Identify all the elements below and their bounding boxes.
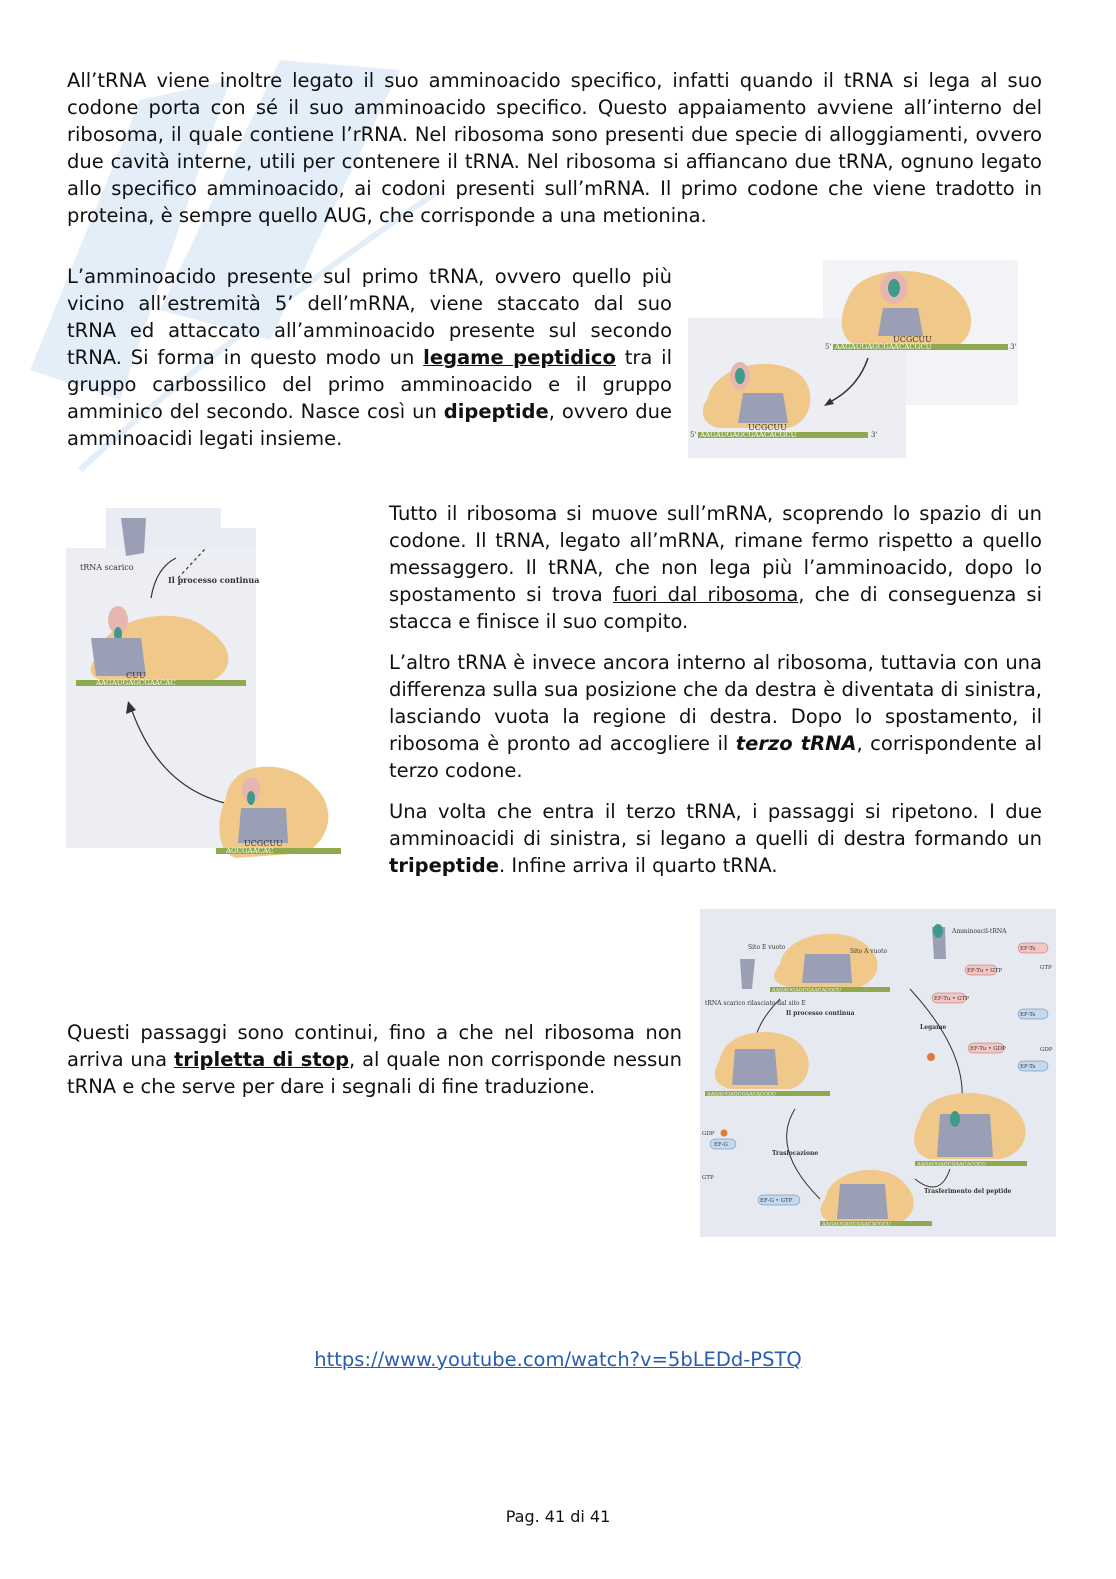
figure3-mrna-2: AAGAUGAGCGAACACGCU: [707, 1091, 776, 1098]
ribosome-movement-paragraph: [389, 500, 1042, 635]
third-trna-paragraph: [389, 649, 1042, 784]
movement-text-a: Tutto il ribosoma si muove sull’mRNA, scoprendo lo spazio di un codone. Il tRNA, legato all’mRNA, rimane fermo rispetto a quello messaggero. Il tRNA, che non lega più l’amminoacido, dopo lo spostamento si trova: [389, 502, 1042, 606]
stop-text-c: , al quale non corrisponde nessun tRNA e che serve per dare i segnali di fine traduzione.: [67, 1048, 682, 1098]
peptide-bond-paragraph: [67, 263, 672, 452]
figure1-5prime-top: 5': [825, 343, 832, 351]
elongation-cycle-figure: [700, 909, 1056, 1237]
peptide-text-c: tra il gruppo carbossilico del primo amminoacido e il gruppo amminico del secondo. Nasce così un: [67, 346, 672, 423]
figure3-mrna-3: AAGAUGAGCGAACACGCU: [917, 1161, 986, 1168]
third-trna-text-c: , corrispondente al terzo codone.: [389, 732, 1042, 782]
phosphate-2: [721, 1130, 728, 1137]
figure1-anticodon-top: UCGCUU: [893, 335, 932, 344]
peptide-bond-term: legame peptidico: [423, 346, 616, 369]
label-process-continues: Il processo continua: [786, 1010, 855, 1017]
trna-top-2: [878, 308, 923, 336]
stop-triplet-term: tripletta di stop: [173, 1048, 350, 1071]
label-gdp-2: GDP: [702, 1131, 715, 1137]
figure2-label-process: Il processo continua: [168, 575, 260, 585]
label-gtp-2: GTP: [702, 1175, 714, 1181]
youtube-link[interactable]: https://www.youtube.com/watch?v=5bLEDd-PSTQ: [314, 1348, 802, 1371]
figure2-anticodon-bottom: UCGCUU: [244, 839, 283, 848]
label-translocation: Traslocazione: [772, 1150, 819, 1157]
trna-4: [837, 1184, 888, 1219]
tripeptide-text-a: Una volta che entra il terzo tRNA, i passaggi si ripetono. I due amminoacidi di sinistra, si legano a quelli di destra formando un: [389, 800, 1042, 850]
figure1-mrna-bottom: AAGAUGAGCGAACACGCU: [700, 431, 797, 439]
third-trna-text-a: L’altro tRNA è invece ancora interno al ribosoma, tuttavia con una differenza sulla sua posizione che da destra è diventata di sinistra, lasciando vuota la regione di destra. Dopo lo spostamento, il ribosoma è pronto ad accogliere il: [389, 651, 1042, 755]
figure3-mrna-4: AAGAUGAGCGAACACGCU: [822, 1221, 891, 1228]
label-site-e: Sito E vuoto: [748, 944, 786, 951]
tripeptide-paragraph: [389, 798, 1042, 879]
trna-2: [732, 1049, 778, 1085]
phosphate-1: [927, 1053, 935, 1061]
amino-acid-top: [888, 279, 900, 297]
label-ef-tu-gdp: EF-Tu • GDP: [970, 1046, 1006, 1052]
label-ef-g-gtp: EF-G • GTP: [760, 1198, 793, 1204]
outside-ribosome-term: fuori dal ribosoma: [612, 583, 799, 606]
figure1-mrna-top: AAGAUGAGCGAACACGCU: [835, 343, 932, 351]
trna-1: [802, 954, 852, 983]
trna-bottom-2: [738, 393, 788, 423]
label-gdp: GDP: [1040, 1047, 1053, 1053]
figure3-mrna-1: AAGAUGAGCGAACACGCU: [772, 987, 841, 994]
amino-acid-3: [933, 924, 943, 938]
stop-codon-paragraph: [67, 1019, 682, 1100]
stop-text-a: Questi passaggi sono continui, fino a che nel ribosoma non arriva una: [67, 1021, 682, 1071]
figure1-3prime-top: 3': [1010, 343, 1017, 351]
figure1-5prime-bottom: 5': [690, 431, 697, 439]
tripeptide-term: tripeptide: [389, 854, 499, 877]
tripeptide-text-c: . Infine arriva il quarto tRNA.: [498, 854, 778, 877]
label-peptide-transfer: Trasferimento del peptide: [924, 1188, 1012, 1195]
label-ef-tu-gtp-2: EF-Tu • GTP: [934, 996, 969, 1002]
label-binding: Legame: [920, 1024, 947, 1031]
figure1-anticodon-bottom: UCGCUU: [748, 423, 787, 432]
figure1-3prime-bottom: 3': [871, 431, 878, 439]
amino-acid-bottom: [735, 368, 745, 384]
peptide-text-a: L’amminoacido presente sul primo tRNA, ovvero quello più vicino all’estremità 5’ dell’mRNA, viene staccato dal suo tRNA ed attaccato all’amminoacido presente sul secondo tRNA. Si forma in questo modo un: [67, 265, 672, 369]
figure2-mrna-mid: AAGAUGAGCGAACAC: [96, 679, 176, 687]
dipeptide-term: dipeptide: [443, 400, 549, 423]
intro-paragraph: [67, 67, 1042, 229]
label-ef-ts-2: EF-Ts: [1020, 1012, 1036, 1018]
trna-bottom-b: [238, 808, 288, 843]
video-link-container: [0, 1348, 1116, 1371]
label-gtp: GTP: [1040, 965, 1052, 971]
label-ef-tu-gtp: EF-Tu • GTP: [967, 968, 1002, 974]
peptide-text-e: , ovvero due amminoacidi legati insieme.: [67, 400, 672, 450]
label-aminoacyl-trna: Amminoacil-tRNA: [952, 928, 1007, 935]
figure2-mrna-bottom: AGCGAACAC: [226, 847, 274, 855]
label-ef-ts-3: EF-Ts: [1020, 1064, 1036, 1070]
intro-text: All’tRNA viene inoltre legato il suo amminoacido specifico, infatti quando il tRNA si lega al suo codone porta con sé il suo amminoacido specifico. Questo appaiamento avviene all’interno del ribosoma, il quale contiene l’rRNA. Nel ribosoma sono presenti due specie di alloggiamenti, ovvero due cavità interne, utili per contenere il tRNA. Nel ribosoma si affiancano due tRNA, ognuno legato allo specifico amminoacido, ai codoni presenti sull’mRNA. Il primo codone che viene tradotto in proteina, è sempre quello AUG, che corrisponde a una metionina.: [67, 69, 1042, 227]
amino-acid-bottom-2: [247, 791, 255, 805]
label-ef-ts: EF-Ts: [1020, 946, 1036, 952]
trna-3: [937, 1114, 993, 1157]
movement-text-c: , che di conseguenza si stacca e finisce il suo compito.: [389, 583, 1043, 633]
third-trna-term: terzo tRNA: [735, 732, 857, 755]
amino-acid-4: [950, 1111, 960, 1127]
page-number: Pag. 41 di 41: [505, 1507, 611, 1526]
translocation-figure: [66, 508, 344, 868]
label-trna-released: tRNA scarico rilasciato dal sito E: [705, 1000, 806, 1007]
figure2-codon-mid: CUU: [126, 671, 146, 680]
figure2-label-trna: tRNA scarico: [80, 563, 134, 572]
peptide-bond-figure: [688, 258, 1018, 458]
label-site-a: Sito A vuoto: [850, 948, 888, 955]
label-ef-g: EF-G: [714, 1142, 728, 1148]
